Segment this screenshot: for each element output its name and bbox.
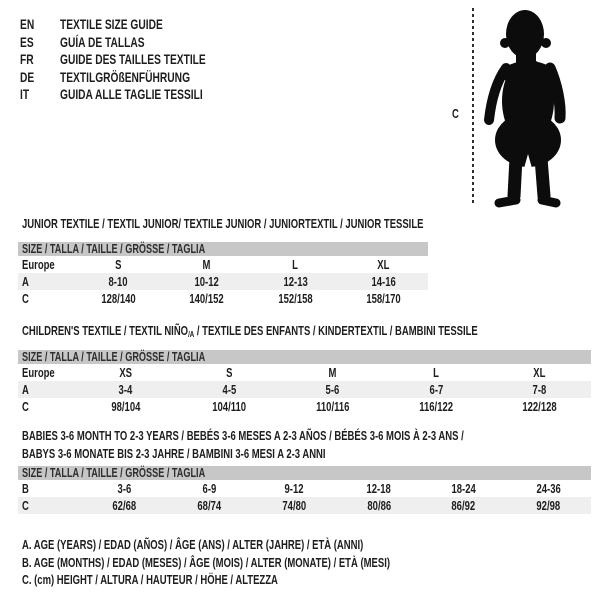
babies-size-table [18, 466, 591, 514]
size-header-bar: SIZE / TALLA / TAILLE / GRÖSSE / TAGLIA [18, 242, 428, 256]
language-row [20, 51, 260, 69]
size-cell: M [202, 257, 211, 272]
row-label: C [22, 291, 29, 306]
size-cell: 140/152 [189, 291, 224, 306]
footnote-list [22, 536, 526, 589]
footnote-b: B. AGE (MONTHS) / EDAD (MESES) / ÂGE (MOIS) / ALTER (MONATE) / ETÀ (MESI) [22, 554, 390, 570]
language-code: IT [20, 86, 30, 103]
size-cell: 74/80 [282, 498, 306, 513]
size-cell: 122/128 [522, 399, 557, 414]
row-label: A [22, 274, 29, 289]
size-cell: S [115, 257, 122, 272]
size-cell: 92/98 [536, 498, 561, 513]
language-row [20, 16, 260, 34]
size-cell: 98/104 [111, 399, 141, 414]
size-cell: 158/170 [366, 291, 401, 306]
size-cell: 104/110 [212, 399, 247, 414]
size-cell: 86/92 [451, 498, 476, 513]
size-cell: L [292, 257, 299, 272]
size-cell: 128/140 [101, 291, 136, 306]
row-label: Europe [22, 257, 55, 272]
size-cell: 8-10 [108, 274, 128, 289]
row-label: Europe [22, 365, 55, 380]
table-row [18, 497, 591, 514]
height-measure-dashed-line [472, 8, 474, 206]
row-label: B [22, 481, 29, 496]
table-row [18, 273, 428, 290]
babies-table-title: BABIES 3-6 MONTH TO 2-3 YEARS / BEBÉS 3-6 MESES A 2-3 AÑOS / BÉBÉS 3-6 MOIS À 2-3 ANS / BABYS 3-6 MONATE BIS 2-3 JAHRE / BAMBINI 3-6 MESI A 2-3 ANNI [22, 428, 464, 461]
language-title-list [20, 16, 260, 104]
size-header-bar: SIZE / TALLA / TAILLE / GRÖSSE / TAGLIA [18, 350, 591, 364]
size-cell: 3-6 [117, 481, 132, 496]
size-cell: 14-16 [371, 274, 396, 289]
language-code: ES [20, 33, 34, 50]
size-cell: 80/86 [367, 498, 391, 513]
size-cell: 110/116 [315, 399, 350, 414]
language-title: TEXTILE SIZE GUIDE [60, 16, 163, 32]
table-row [18, 256, 428, 273]
language-title: GUÍA DE TALLAS [60, 33, 145, 50]
language-code: EN [20, 16, 35, 32]
size-cell: 18-24 [451, 481, 476, 496]
language-row [20, 34, 260, 52]
table-row [18, 381, 591, 398]
language-row [20, 69, 260, 87]
size-cell: M [328, 365, 337, 380]
size-cell: 10-12 [194, 274, 219, 289]
size-cell: 116/122 [419, 399, 453, 414]
children-table-title: CHILDREN'S TEXTILE / TEXTIL NIÑO/A / TEXTILE DES ENFANTS / KINDERTEXTIL / BAMBINI TESSILE [22, 323, 478, 339]
size-cell: 12-13 [283, 274, 308, 289]
row-label: C [22, 399, 29, 414]
toddler-silhouette-icon [482, 6, 578, 208]
size-cell: 68/74 [197, 498, 222, 513]
size-cell: 4-5 [222, 382, 236, 397]
size-cell: 24-36 [536, 481, 561, 496]
size-cell: XL [533, 365, 546, 380]
language-title: GUIDE DES TAILLES TEXTILE [60, 51, 206, 68]
language-title: GUIDA ALLE TAGLIE TESSILI [60, 86, 203, 103]
footnote-c: C. (cm) HEIGHT / ALTURA / HAUTEUR / HÖHE / ALTEZZA [22, 572, 278, 588]
row-label: A [22, 382, 29, 397]
size-cell: 62/68 [112, 498, 137, 513]
table-row [18, 480, 591, 497]
height-measure-label: C [452, 106, 459, 121]
language-code: DE [20, 68, 35, 85]
row-label: C [22, 498, 29, 513]
language-code: FR [20, 51, 34, 68]
table-row [18, 364, 591, 381]
table-row [18, 398, 591, 415]
language-title: TEXTILGRÖßENFÜHRUNG [60, 68, 191, 85]
size-cell: 3-4 [118, 382, 133, 397]
size-cell: 12-18 [366, 481, 392, 496]
size-cell: 9-12 [284, 481, 304, 496]
size-cell: S [225, 365, 233, 380]
size-cell: 7-8 [532, 382, 547, 397]
size-cell: 6-7 [429, 382, 443, 397]
size-header-bar: SIZE / TALLA / TAILLE / GRÖSSE / TAGLIA [18, 466, 591, 480]
language-row [20, 86, 260, 104]
table-row [18, 290, 428, 307]
size-cell: XS [119, 365, 133, 380]
junior-size-table [18, 242, 428, 307]
size-cell: 5-6 [325, 382, 340, 397]
size-cell: 6-9 [202, 481, 217, 496]
footnote-a: A. AGE (YEARS) / EDAD (AÑOS) / ÂGE (ANS) / ALTER (JAHRE) / ETÀ (ANNI) [22, 537, 364, 552]
size-cell: XL [377, 257, 390, 272]
junior-table-title: JUNIOR TEXTILE / TEXTIL JUNIOR/ TEXTILE JUNIOR / JUNIORTEXTIL / JUNIOR TESSILE [22, 216, 424, 231]
children-size-table [18, 350, 591, 415]
size-cell: 152/158 [278, 291, 313, 306]
size-cell: L [433, 365, 439, 380]
